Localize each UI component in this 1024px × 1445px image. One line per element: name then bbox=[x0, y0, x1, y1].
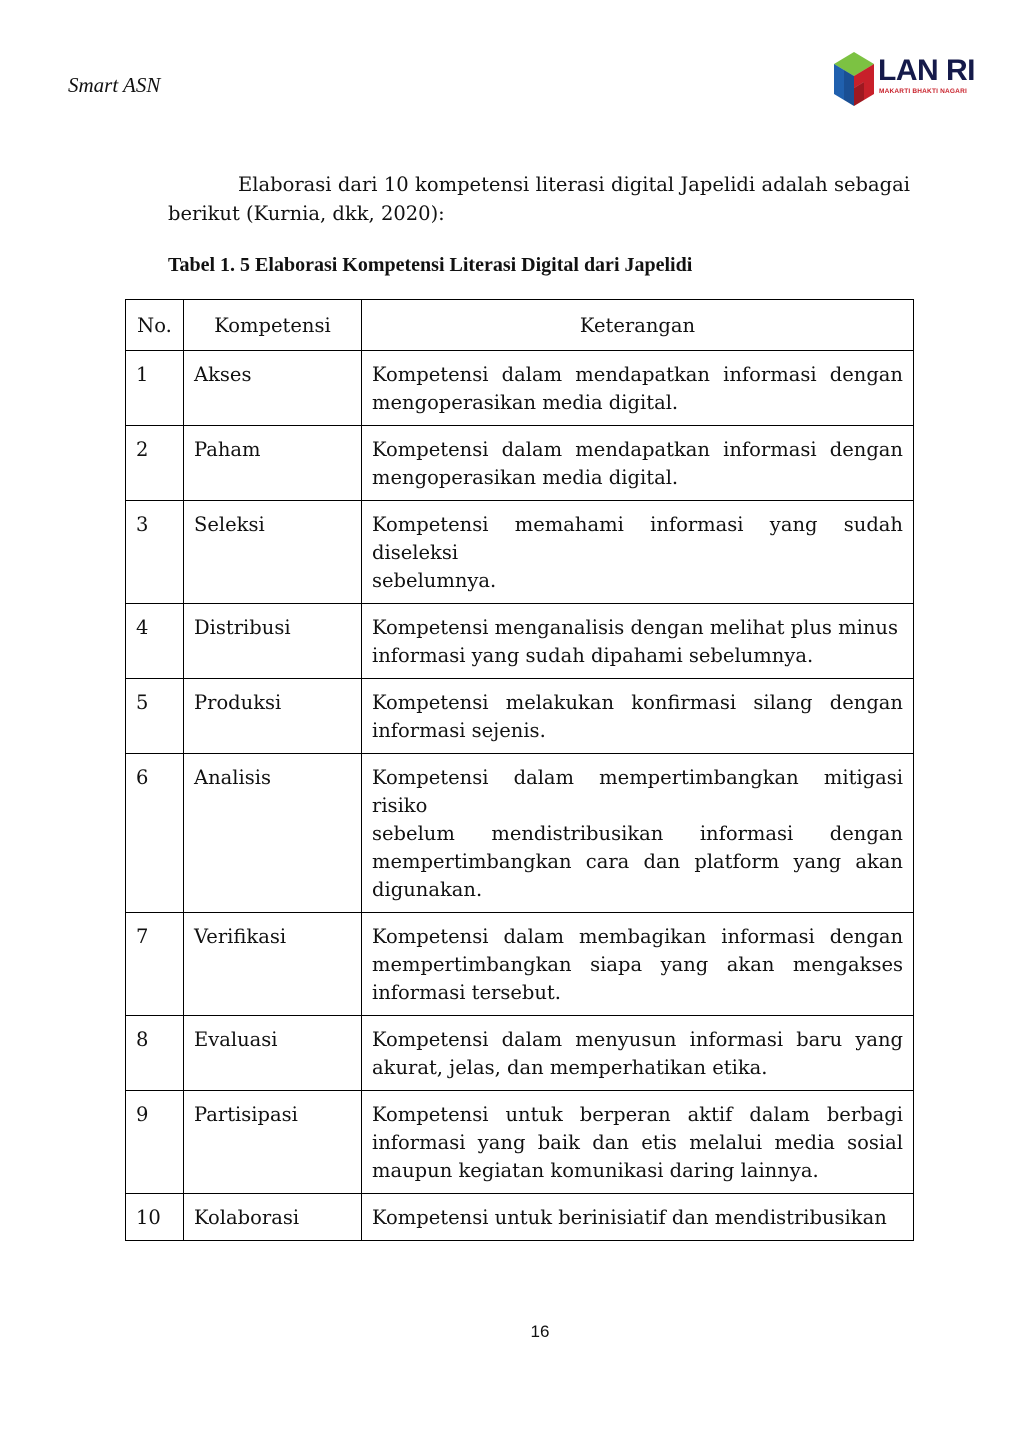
row-kompetensi: Akses bbox=[184, 351, 362, 426]
table-row bbox=[126, 679, 914, 754]
row-number: 9 bbox=[126, 1091, 184, 1194]
logo-tagline: MAKARTI BHAKTI NAGARI bbox=[879, 88, 967, 95]
intro-text: Elaborasi dari 10 kompetensi literasi digital Japelidi adalah sebagai berikut (Kurnia, dkk, 2020): bbox=[168, 173, 910, 225]
keterangan-line: Kompetensi melakukan konfirmasi silang dengan informasi sejenis. bbox=[372, 691, 903, 742]
header-keterangan: Keterangan bbox=[362, 300, 914, 351]
keterangan-line: Kompetensi untuk berperan aktif dalam berbagi informasi yang baik dan etis melalui media sosial maupun kegiatan komunikasi daring lainnya. bbox=[372, 1103, 903, 1182]
row-keterangan bbox=[362, 604, 914, 679]
row-keterangan bbox=[362, 913, 914, 1016]
row-kompetensi: Analisis bbox=[184, 754, 362, 913]
row-keterangan bbox=[362, 754, 914, 913]
keterangan-line: Kompetensi dalam mendapatkan informasi dengan mengoperasikan media digital. bbox=[372, 438, 903, 489]
running-header-title: Smart ASN bbox=[68, 73, 161, 97]
keterangan-line: sebelum mendistribusikan informasi dengan mempertimbangkan cara dan platform yang akan digunakan. bbox=[372, 822, 903, 901]
keterangan-line: Kompetensi dalam mempertimbangkan mitigasi risiko bbox=[372, 766, 903, 817]
table-row bbox=[126, 351, 914, 426]
header-kompetensi: Kompetensi bbox=[184, 300, 362, 351]
row-number: 5 bbox=[126, 679, 184, 754]
row-kompetensi: Produksi bbox=[184, 679, 362, 754]
table-row bbox=[126, 604, 914, 679]
header-no: No. bbox=[126, 300, 184, 351]
lan-ri-logo bbox=[830, 50, 990, 112]
lan-ri-logo-icon bbox=[830, 50, 878, 112]
table-row bbox=[126, 426, 914, 501]
row-number: 7 bbox=[126, 913, 184, 1016]
table-row bbox=[126, 1091, 914, 1194]
table-caption: Tabel 1. 5 Elaborasi Kompetensi Literasi Digital dari Japelidi bbox=[168, 254, 693, 276]
row-number: 10 bbox=[126, 1194, 184, 1241]
row-keterangan bbox=[362, 1091, 914, 1194]
row-keterangan bbox=[362, 1194, 914, 1241]
keterangan-line: Kompetensi dalam menyusun informasi baru yang akurat, jelas, dan memperhatikan etika. bbox=[372, 1028, 903, 1079]
row-keterangan bbox=[362, 1016, 914, 1091]
table-row bbox=[126, 754, 914, 913]
keterangan-line: Kompetensi memahami informasi yang sudah diseleksi bbox=[372, 513, 903, 564]
row-kompetensi: Paham bbox=[184, 426, 362, 501]
table-row bbox=[126, 1016, 914, 1091]
row-number: 1 bbox=[126, 351, 184, 426]
keterangan-line: Kompetensi dalam mendapatkan informasi dengan mengoperasikan media digital. bbox=[372, 363, 903, 414]
row-keterangan bbox=[362, 679, 914, 754]
table-row bbox=[126, 1194, 914, 1241]
keterangan-line: Kompetensi menganalisis dengan melihat plus minus bbox=[372, 616, 898, 639]
row-keterangan bbox=[362, 426, 914, 501]
page-number: 16 bbox=[530, 1322, 550, 1341]
keterangan-line: Kompetensi dalam membagikan informasi dengan mempertimbangkan siapa yang akan mengakses informasi tersebut. bbox=[372, 925, 903, 1004]
row-keterangan bbox=[362, 501, 914, 604]
keterangan-line: informasi yang sudah dipahami sebelumnya. bbox=[372, 644, 814, 667]
row-kompetensi: Partisipasi bbox=[184, 1091, 362, 1194]
row-kompetensi: Kolaborasi bbox=[184, 1194, 362, 1241]
row-number: 6 bbox=[126, 754, 184, 913]
table-row bbox=[126, 913, 914, 1016]
keterangan-line: sebelumnya. bbox=[372, 569, 497, 592]
row-kompetensi: Distribusi bbox=[184, 604, 362, 679]
row-number: 4 bbox=[126, 604, 184, 679]
keterangan-line: Kompetensi untuk berinisiatif dan mendistribusikan bbox=[372, 1206, 887, 1229]
row-keterangan bbox=[362, 351, 914, 426]
table-body bbox=[126, 351, 914, 1241]
row-number: 8 bbox=[126, 1016, 184, 1091]
row-kompetensi: Evaluasi bbox=[184, 1016, 362, 1091]
table-row bbox=[126, 501, 914, 604]
row-number: 2 bbox=[126, 426, 184, 501]
row-kompetensi: Verifikasi bbox=[184, 913, 362, 1016]
row-kompetensi: Seleksi bbox=[184, 501, 362, 604]
logo-wordmark: LAN RI bbox=[878, 54, 975, 87]
intro-paragraph bbox=[168, 170, 910, 228]
table-header-row bbox=[126, 300, 914, 351]
row-number: 3 bbox=[126, 501, 184, 604]
competency-table bbox=[125, 299, 914, 1241]
